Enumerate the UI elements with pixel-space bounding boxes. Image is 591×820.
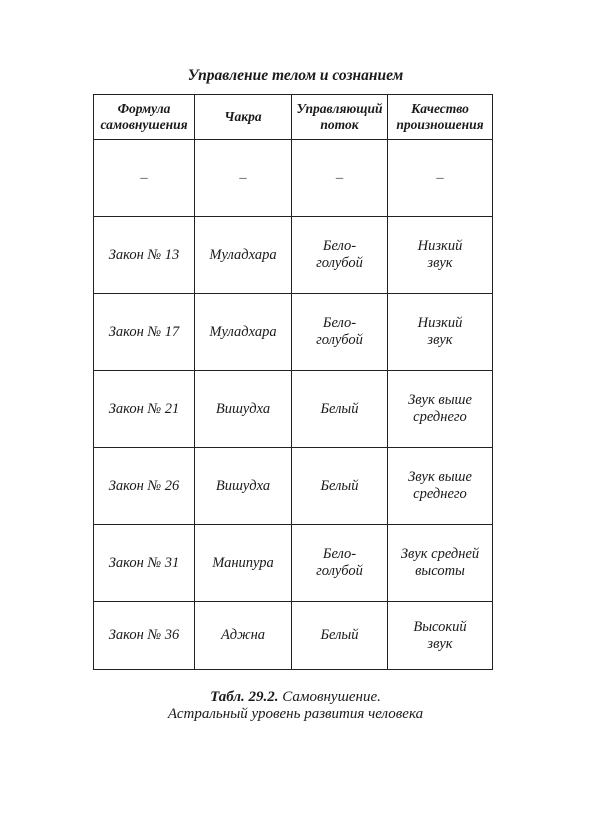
cell-quality: Высокий звук <box>388 602 493 670</box>
table-row <box>94 371 493 448</box>
cell-flow: Бело- голубой <box>292 294 388 371</box>
table-row <box>94 217 493 294</box>
caption-subtitle: Астральный уровень развития человека <box>167 706 424 723</box>
caption-label: Табл. 29.2. <box>210 689 279 705</box>
table-cell: – <box>388 140 493 217</box>
header-flow: Управляющий поток <box>292 95 388 140</box>
data-table <box>93 94 493 670</box>
header-chakra: Чакра <box>195 95 292 140</box>
table-cell: – <box>292 140 388 217</box>
table-row <box>94 602 493 670</box>
cell-flow: Бело- голубой <box>292 217 388 294</box>
header-row <box>94 95 493 140</box>
cell-chakra: Вишудха <box>195 371 292 448</box>
cell-chakra: Аджна <box>195 602 292 670</box>
cell-formula: Закон № 17 <box>94 294 195 371</box>
cell-quality: Низкий звук <box>388 294 493 371</box>
cell-quality: Звук выше среднего <box>388 448 493 525</box>
header-quality: Качество произношения <box>388 95 493 140</box>
cell-quality: Звук выше среднего <box>388 371 493 448</box>
cell-flow: Белый <box>292 448 388 525</box>
cell-formula: Закон № 36 <box>94 602 195 670</box>
cell-chakra: Муладхара <box>195 217 292 294</box>
cell-flow: Белый <box>292 371 388 448</box>
table-caption <box>0 689 591 724</box>
cell-flow: Бело- голубой <box>292 525 388 602</box>
cell-formula: Закон № 21 <box>94 371 195 448</box>
cell-quality: Низкий звук <box>388 217 493 294</box>
cell-chakra: Вишудха <box>195 448 292 525</box>
cell-chakra: Манипура <box>195 525 292 602</box>
cell-formula: Закон № 31 <box>94 525 195 602</box>
cell-flow: Белый <box>292 602 388 670</box>
table-row <box>94 448 493 525</box>
table-cell: – <box>195 140 292 217</box>
cell-formula: Закон № 26 <box>94 448 195 525</box>
table-heading: Управление телом и сознанием <box>187 67 404 84</box>
cell-formula: Закон № 13 <box>94 217 195 294</box>
caption-text: Самовнушение. <box>282 689 381 705</box>
table-cell: – <box>94 140 195 217</box>
placeholder-row <box>94 140 493 217</box>
cell-chakra: Муладхара <box>195 294 292 371</box>
header-formula: Формула самовнушения <box>94 95 195 140</box>
table-row <box>94 294 493 371</box>
table-row <box>94 525 493 602</box>
cell-quality: Звук средней высоты <box>388 525 493 602</box>
